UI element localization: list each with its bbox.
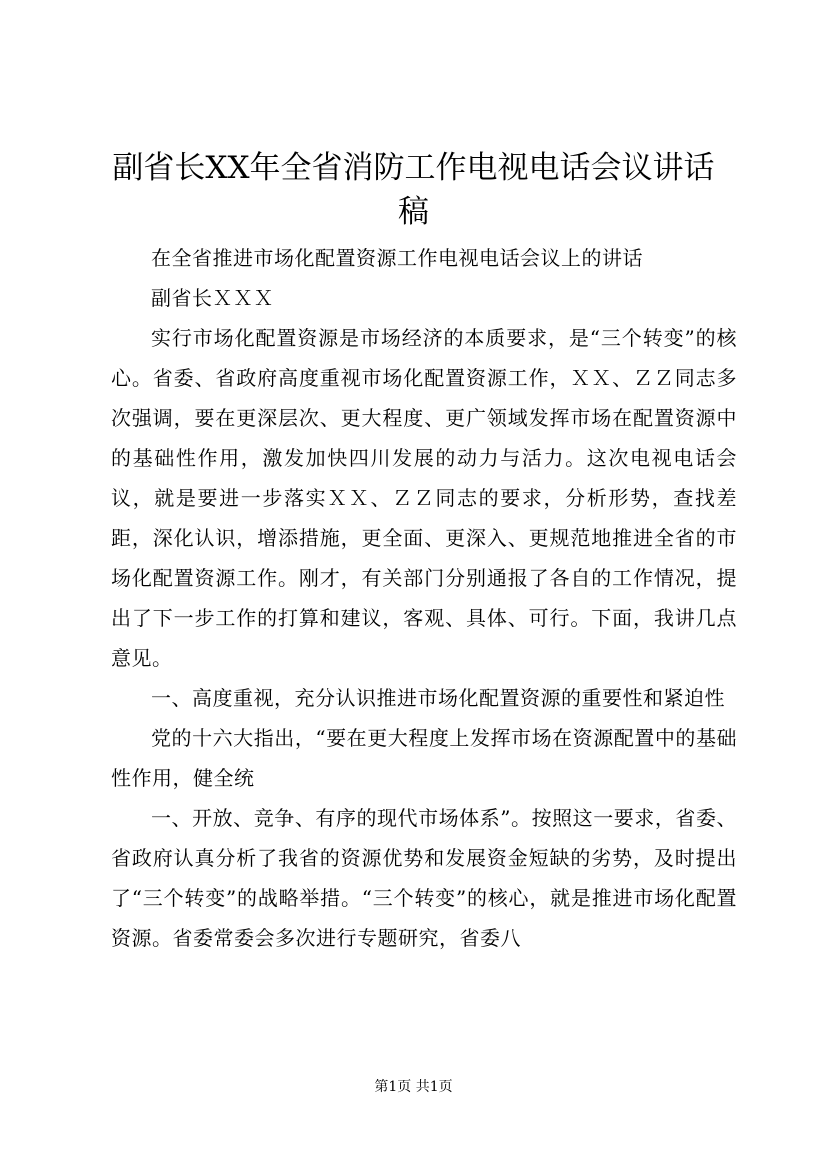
page-footer: 第1页 共1页 — [374, 1079, 453, 1095]
speaker-line: 副省长ＸＸＸ — [151, 286, 274, 310]
document-body — [111, 238, 737, 958]
body-paragraph: 一、开放、竞争、有序的现代市场体系”。按照这一要求，省委、省政府认真分析了我省的资源优势和发展资金短缺的劣势，及时提出了“三个转变”的战略举措。“三个转变”的核心，就是推进市场化配置资源。省委常委会多次进行专题研究，省委八 — [111, 806, 737, 950]
speech-subtitle: 在全省推进市场化配置资源工作电视电话会议上的讲话 — [151, 246, 643, 270]
body-paragraph: 党的十六大指出，“要在更大程度上发挥市场在资源配置中的基础性作用，健全统 — [111, 726, 737, 790]
document-title: 副省长XX年全省消防工作电视电话会议讲话稿 — [112, 150, 715, 230]
section-heading: 一、高度重视，充分认识推进市场化配置资源的重要性和紧迫性 — [151, 686, 725, 710]
body-paragraph: 实行市场化配置资源是市场经济的本质要求，是“三个转变”的核心。省委、省政府高度重视市场化配置资源工作，ＸＸ、ＺＺ同志多次强调，要在更深层次、更大程度、更广领域发挥市场在配置资源中的基础性作用，激发加快四川发展的动力与活力。这次电视电话会议，就是要进一步落实ＸＸ、ＺＺ同志的要求，分析形势，查找差距，深化认识，增添措施，更全面、更深入、更规范地推进全省的市场化配置资源工作。刚才，有关部门分别通报了各自的工作情况，提出了下一步工作的打算和建议，客观、具体、可行。下面，我讲几点意见。 — [111, 326, 737, 670]
